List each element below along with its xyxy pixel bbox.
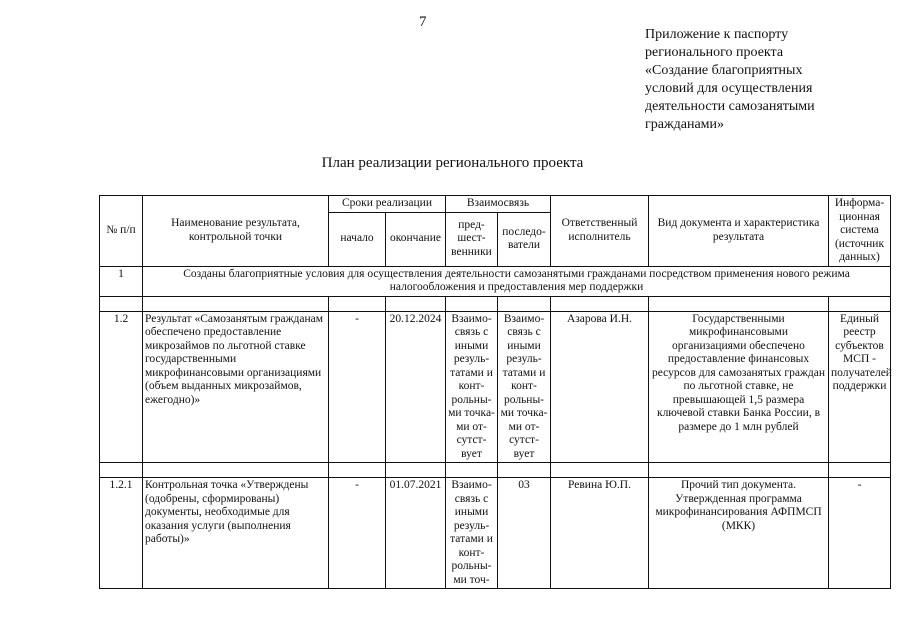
row-start: - — [329, 311, 386, 463]
header-num: № п/п — [100, 196, 143, 267]
header-info-system: Информа-ционная система (источник данных) — [829, 196, 891, 267]
row-num: 1.2 — [100, 311, 143, 463]
row-doc-type: Прочий тип документа. Утвержденная программа микрофинансирования АФПМСП (МКК) — [649, 478, 829, 589]
header-responsible: Ответственный исполнитель — [551, 196, 649, 267]
header-doc-type: Вид документа и характеристика результата — [649, 196, 829, 267]
row-info-system: - — [829, 478, 891, 589]
row-end: 01.07.2021 — [386, 478, 446, 589]
row-name: Контрольная точка «Утверждены (одобрены, сформированы) документы, необходимые для оказания услуги (выполнения работы)» — [143, 478, 329, 589]
header-terms: Сроки реализации — [329, 196, 446, 213]
row-doc-type: Государственными микрофинансовыми организациями обеспечено предоставление финансовых ресурсов для самозанятых граждан по льготной ставке, не превышающей 1,5 размера ключевой ставки Банка России, в размере до 1 млн рублей — [649, 311, 829, 463]
row-predecessors: Взаимо-связь с иными резуль-татами и конт-рольны-ми точ- — [446, 478, 498, 589]
row-num: 1.2.1 — [100, 478, 143, 589]
section-num: 1 — [100, 266, 143, 296]
appendix-line: гражданами» — [645, 117, 725, 132]
row-start: - — [329, 478, 386, 589]
header-start: начало — [329, 212, 386, 266]
row-responsible: Ревина Ю.П. — [551, 478, 649, 589]
appendix-note — [645, 26, 895, 134]
appendix-line: «Создание благоприятных — [645, 63, 803, 78]
appendix-line: регионального проекта — [645, 45, 784, 60]
page-number: 7 — [419, 14, 427, 30]
plan-title: План реализации регионального проекта — [321, 155, 584, 171]
row-responsible: Азарова И.Н. — [551, 311, 649, 463]
header-relation: Взаимосвязь — [446, 196, 551, 213]
plan-table — [99, 195, 891, 589]
section-row — [100, 266, 891, 296]
appendix-line: Приложение к паспорту — [645, 27, 789, 42]
header-end: окончание — [386, 212, 446, 266]
row-end: 20.12.2024 — [386, 311, 446, 463]
header-predecessors: пред-шест-венники — [446, 212, 498, 266]
row-info-system: Единый реестр субъектов МСП - получателей поддержки — [829, 311, 891, 463]
header-successors: последо-ватели — [498, 212, 551, 266]
row-successors: 03 — [498, 478, 551, 589]
header-name: Наименование результата, контрольной точки — [143, 196, 329, 267]
row-name: Результат «Самозанятым гражданам обеспечено предоставление микрозаймов по льготной ставке государственными микрофинансовыми организациями (объем выданных микрозаймов, ежегодно)» — [143, 311, 329, 463]
appendix-line: деятельности самозанятыми — [645, 99, 815, 114]
table-row — [100, 478, 891, 589]
row-predecessors: Взаимо-связь с иными резуль-татами и конт-рольны-ми точка-ми от-сутст-вует — [446, 311, 498, 463]
section-text: Созданы благоприятные условия для осуществления деятельности самозанятыми гражданами посредством применения нового режима налогообложения и предоставления мер поддержки — [143, 266, 891, 296]
appendix-line: условий для осуществления — [645, 81, 813, 96]
table-row — [100, 311, 891, 463]
row-successors: Взаимо-связь с иными резуль-татами и конт-рольны-ми точка-ми от-сутст-вует — [498, 311, 551, 463]
